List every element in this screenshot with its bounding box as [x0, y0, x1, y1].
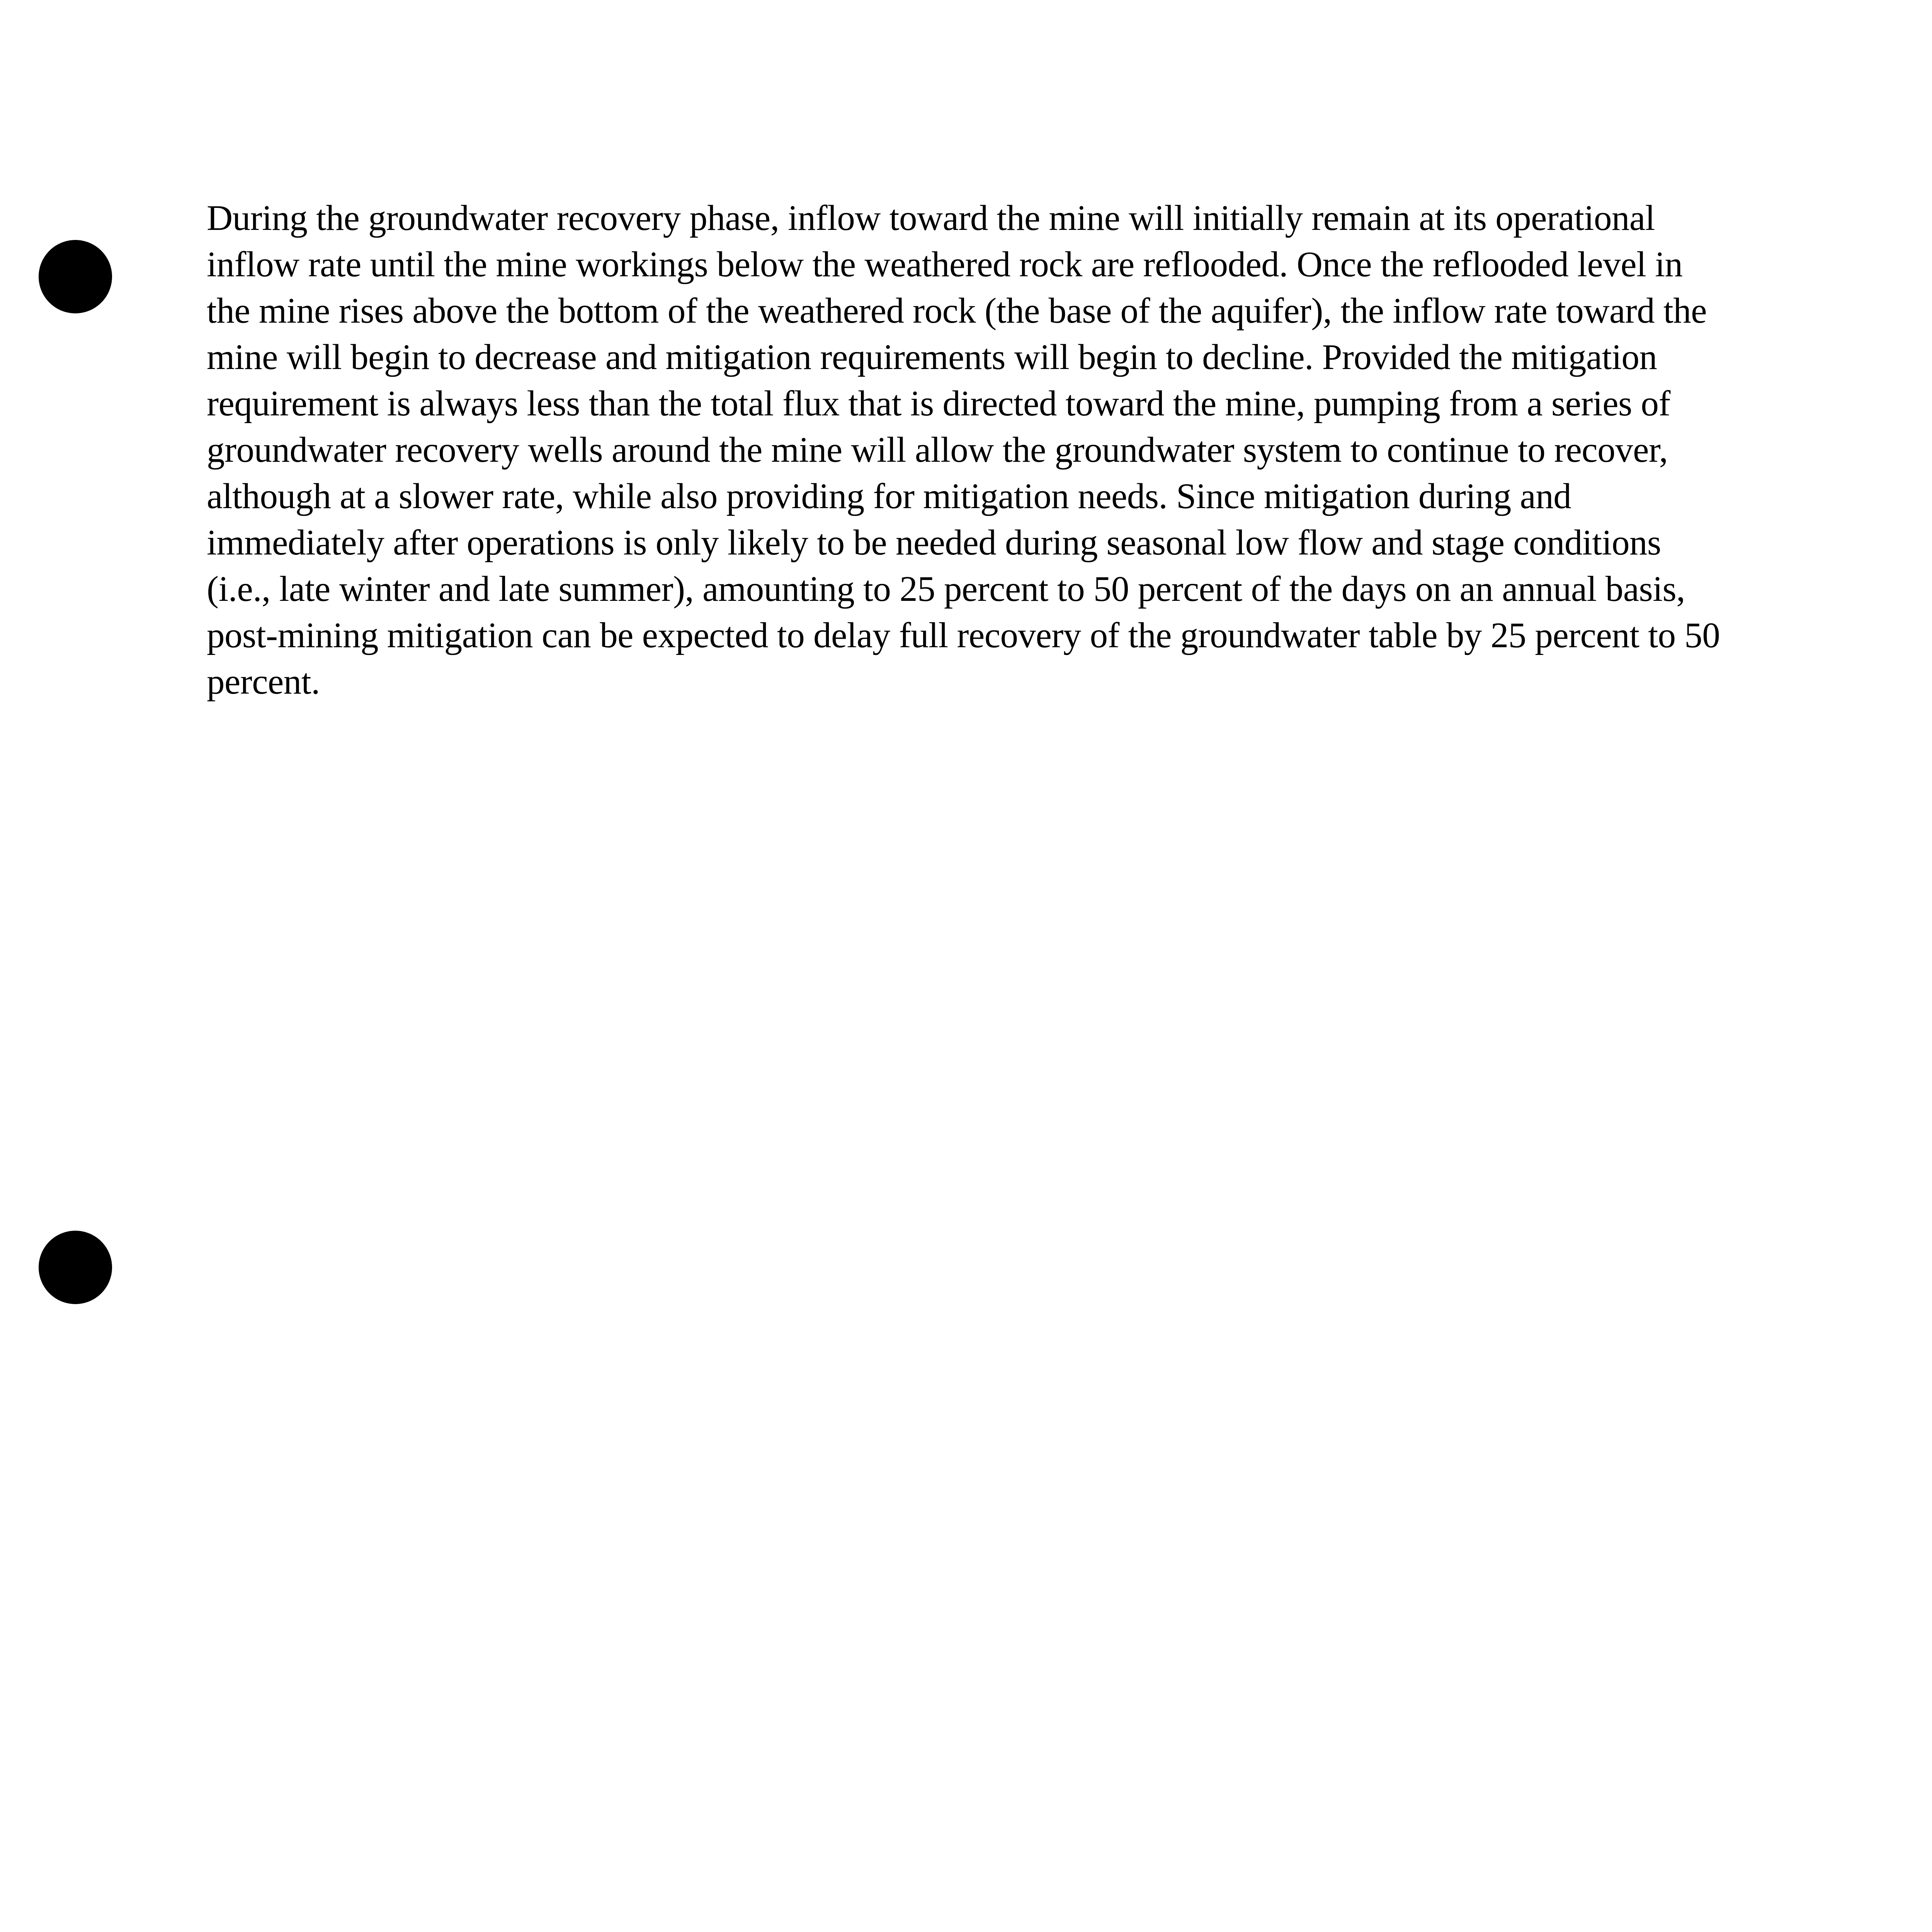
- punch-hole-top: [39, 240, 112, 313]
- punch-hole-middle: [39, 1231, 112, 1304]
- body-paragraph: During the groundwater recovery phase, inflow toward the mine will initially remain at its operational inflow rate until the mine workings below the weathered rock are reflooded. Once the reflooded level in the mine rises above the bottom of the weathered rock (the base of the aquifer), the inflow rate toward the mine will begin to decrease and mitigation requirements will begin to decline. Provided the mitigation requirement is always less than the total flux that is directed toward the mine, pumping from a series of groundwater recovery wells around the mine will allow the groundwater system to continue to recover, although at a slower rate, while also providing for mitigation needs. Since mitigation during and immediately after operations is only likely to be needed during seasonal low flow and stage conditions (i.e., late winter and late summer), amounting to 25 percent to 50 percent of the days on an annual basis, post-mining mitigation can be expected to delay full recovery of the groundwater table by 25 percent to 50 percent.: [207, 198, 1720, 702]
